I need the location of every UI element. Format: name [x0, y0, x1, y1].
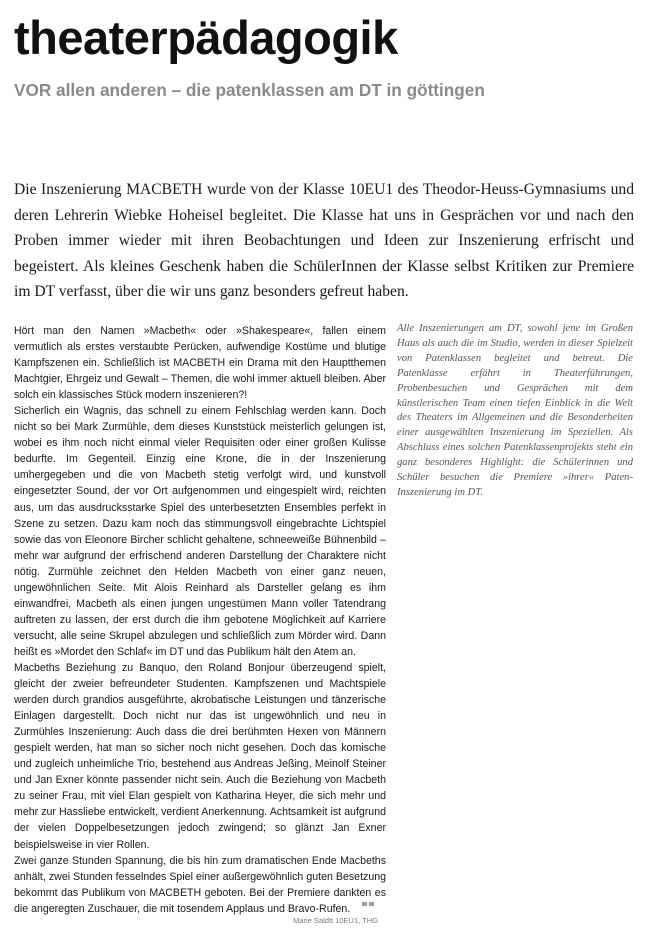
end-mark-square	[369, 902, 374, 906]
article-body	[14, 323, 386, 917]
end-mark-square	[362, 902, 367, 906]
article-author: Marie Saldtt 10EU1, THG	[293, 916, 378, 925]
page-title: theaterpädagogik	[14, 11, 398, 64]
lead-paragraph: Die Inszenierung MACBETH wurde von der Klasse 10EU1 des Theodor-Heuss-Gymnasiums und deren Lehrerin Wiebke Hoheisel begleitet. Die Klasse hat uns in Gesprächen vor und nach den Proben immer wieder mit ihren Beobachtungen und Ideen zur Inszenierung erfrischt und begeistert. Als kleines Geschenk haben die SchülerInnen der Klasse selbst Kritiken zur Premiere im DT verfasst, über die wir uns ganz besonders gefreut haben.	[14, 181, 634, 300]
sidebar-note: Alle Inszenierungen am DT, sowohl jene im Großen Haus als auch die im Studio, werden in dieser Spielzeit von Patenklassen begleitet und betreut. Die Patenklasse erfährt in Theaterführungen, Probenbesuchen und Gesprächen mit dem künstlerischen Team einen tiefen Einblick in die Welt des Theaters im Allgemeinen und die Besonderheiten einer ausgewählten Inszenierung im Speziellen. Als Abschluss eines solchen Patenklassenprojekts steht ein ganz besonderes Highlight: die Schülerinnen und Schüler besuchen die Premiere »ihrer« Paten- Inszenierung im DT.	[397, 323, 633, 498]
article-paragraph: Zwei ganze Stunden Spannung, die bis hin zum dramatischen Ende Macbeths anhält, zwei Stunden fesselndes Spiel einer außergewöhnlich guten Besetzung bekommt das Publikum von MACBETH geboten. Bei der Premiere dankten es die angeregten Zuschauer, die mit tosendem Applaus und Bravo-Rufen.	[14, 854, 386, 915]
end-of-article-mark	[362, 902, 374, 906]
article-paragraph: Sicherlich ein Wagnis, das schnell zu einem Fehlschlag werden kann. Doch nicht so bei Mark Zurmühle, dem dieses Kunststück meisterlich gelungen ist, wobei es ihm noch nicht einmal vieler Requisiten oder einer großen Kulisse bedurfte. Im Gegenteil. Einzig eine Krone, die in der Inszenierung umhergegeben und die von Macbeth stetig verfolgt wird, und kunstvoll eingesetzter Sound, der vor Ort aufgenommen und eingespielt wird, reichten aus, um das ausdrucksstarke Spiel des unterbesetzten Ensembles perfekt in Szene zu setzen. Dazu kam noch das stimmungsvoll eingebrachte Lichtspiel sowie das von Eleonore Bircher schlicht gehaltene, schneeweiße Bühnenbild – mehr war aufgrund der erfrischend anderen Darstellung der Charaktere nicht nötig. Zurmühle zeichnet den Helden Macbeth von einer ganz neuen, ungewöhnlichen Seite. Mit Alois Reinhard als Darsteller gelang es ihm einwandfrei, Macbeth als einen jungen ungestümen Mann voller Tatendrang auftreten zu lassen, der erst durch die ihm gebotene Möglichkeit auf Karriere versucht, alle seine Skrupel abzulegen und schließlich zum Mörder wird. Dann heißt es »Mordet den Schlaf« im DT und das Publikum hält den Atem an.	[14, 405, 386, 658]
page-subtitle: VOR allen anderen – die patenklassen am DT in göttingen	[14, 80, 485, 100]
article-paragraph: Macbeths Beziehung zu Banquo, den Roland Bonjour überzeugend spielt, gleicht der zweier befreundeter Studenten. Kampfszenen und Machtspiele werden durch grandios ausgeführte, akrobatische Leistungen und tänzerische Einlagen dargestellt. Doch nicht nur das ist ungewöhnlich und neu in Zurmühles Inszenierung: Auch dass die drei berühmten Hexen von Männern gespielt werden, hat man so sicher noch nicht gesehen. Doch das komische und zugleich unheimliche Trio, bestehend aus Andreas Jeßing, Meinolf Steiner und Jan Exner könnte passender nicht sein. Auch die Beziehung von Macbeth zu seiner Frau, mit viel Elan gespielt von Katharina Heyer, die sich mehr und mehr zur Hassliebe entwickelt, verdient Anerkennung. Achtsamkeit ist aufgrund der vielen Doppelbesetzungen jedoch zwingend; so glänzt Jan Exner beispielsweise in vier Rollen.	[14, 661, 386, 851]
article-paragraph: Hört man den Namen »Macbeth« oder »Shakespeare«, fallen einem vermutlich als erstes verstaubte Perücken, aufwendige Kostüme und blutige Kampfszenen ein. Schließlich ist MACBETH ein Drama mit den Hauptthemen Machtgier, Ehrgeiz und Gewalt – Themen, die wohl immer aktuell bleiben. Aber solch ein klassisches Stück modern inszenieren?!	[14, 325, 386, 402]
